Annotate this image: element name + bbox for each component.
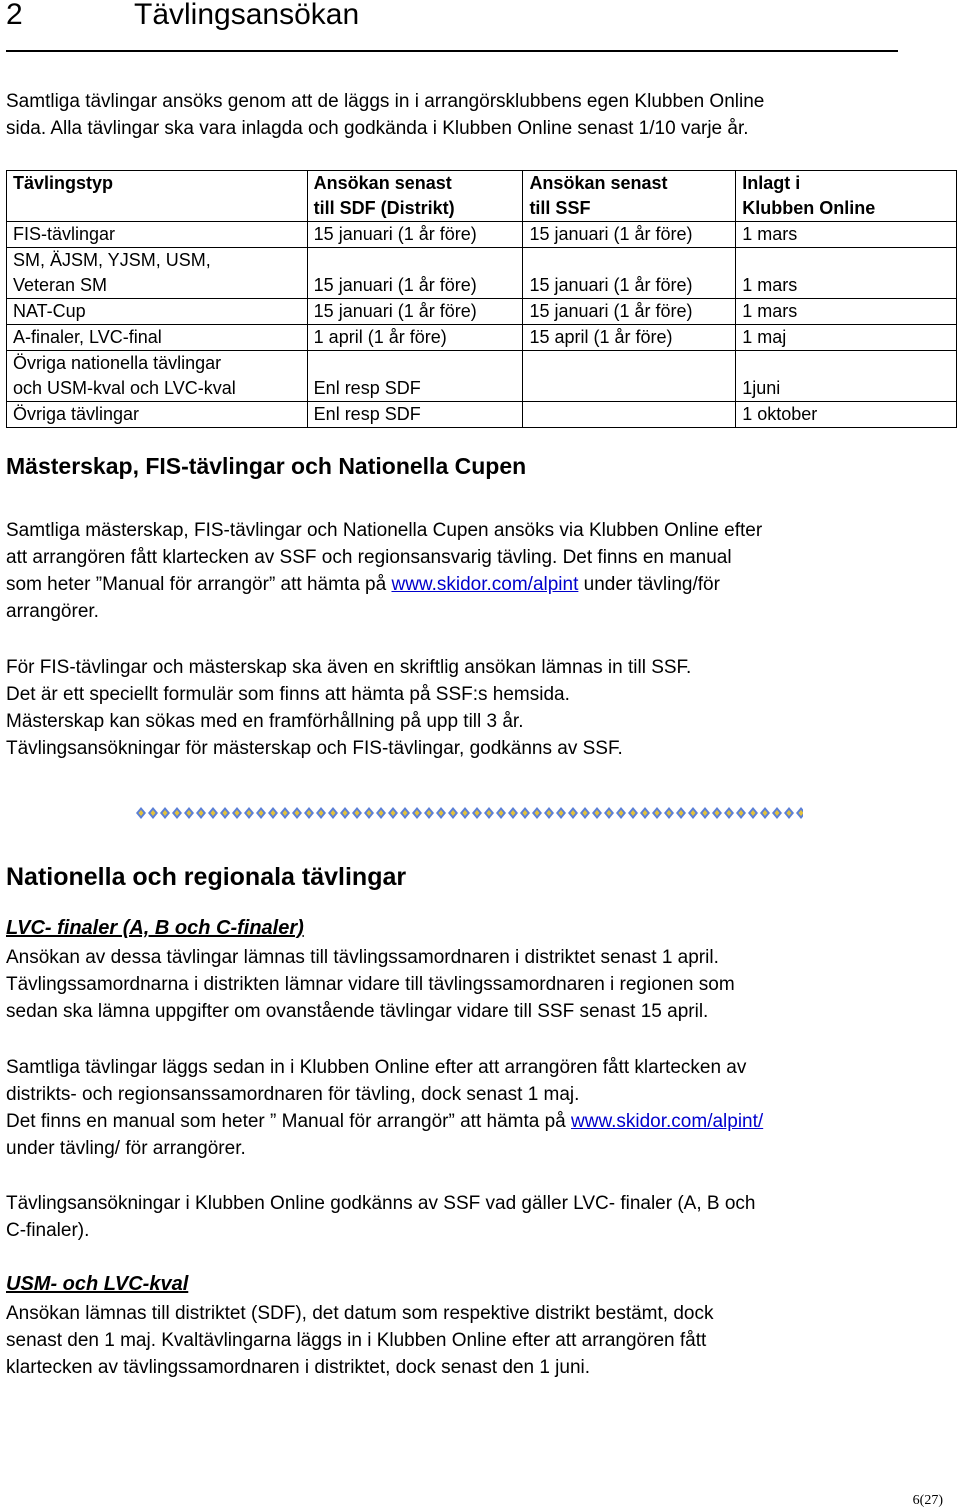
- intro-line: sida. Alla tävlingar ska vara inlagda och godkända i Klubben Online senast 1/10 varje år.: [6, 118, 749, 139]
- intro-paragraph: [6, 88, 764, 142]
- table-row: [7, 299, 957, 325]
- paragraph-line: Tävlingsansökningar för mästerskap och FIS-tävlingar, godkänns av SSF.: [6, 738, 623, 759]
- chapter-heading: [6, 0, 359, 32]
- subheading-usm-lvc-kval: USM- och LVC-kval: [6, 1273, 189, 1295]
- paragraph-line: Tävlingsansökningar i Klubben Online godkänns av SSF vad gäller LVC- finaler (A, B och: [6, 1193, 756, 1214]
- section-heading-national-regional: Nationella och regionala tävlingar: [6, 863, 407, 891]
- table-row: [7, 222, 957, 248]
- paragraph-line: För FIS-tävlingar och mästerskap ska även en skriftlig ansökan lämnas in till SSF.: [6, 657, 692, 678]
- paragraph-line: sedan ska lämna uppgifter om ovanstående tävlingar vidare till SSF senast 15 april.: [6, 1001, 709, 1022]
- cell-type: A-finaler, LVC-final: [7, 325, 308, 351]
- table-row: [7, 402, 957, 428]
- header-competition-type: Tävlingstyp: [7, 171, 308, 222]
- cell-sdf: 1 april (1 år före): [307, 325, 523, 351]
- paragraph-line: Ansökan av dessa tävlingar lämnas till tävlingssamordnaren i distriktet senast 1 april.: [6, 947, 719, 968]
- cell-sdf: 15 januari (1 år före): [307, 248, 523, 299]
- table-row: [7, 248, 957, 299]
- table-row: [7, 325, 957, 351]
- cell-type: Övriga nationella tävlingar och USM-kval och LVC-kval: [7, 351, 308, 402]
- chapter-title: Tävlingsansökan: [134, 0, 360, 31]
- paragraph-line: Det finns en manual som heter ” Manual för arrangör” att hämta på www.skidor.com/alpint/: [6, 1111, 764, 1132]
- decorative-divider: [135, 806, 803, 820]
- cell-type: FIS-tävlingar: [7, 222, 308, 248]
- paragraph-line: under tävling/ för arrangörer.: [6, 1138, 246, 1159]
- paragraph-line: klartecken av tävlingssamordnaren i distriktet, dock senast den 1 juni.: [6, 1357, 591, 1378]
- lvc-finals-paragraph: [6, 944, 735, 1025]
- paragraph-line: Mästerskap kan sökas med en framförhållning på upp till 3 år.: [6, 711, 524, 732]
- cell-online: 1 mars: [736, 248, 957, 299]
- paragraph-line: Ansökan lämnas till distriktet (SDF), det datum som respektive distrikt bestämt, dock: [6, 1303, 714, 1324]
- cell-ssf: 15 januari (1 år före): [523, 222, 736, 248]
- cell-sdf: 15 januari (1 år före): [307, 299, 523, 325]
- cell-online: 1 mars: [736, 299, 957, 325]
- skidor-link[interactable]: www.skidor.com/alpint: [391, 574, 579, 595]
- cell-type: Övriga tävlingar: [7, 402, 308, 428]
- paragraph-line: arrangörer.: [6, 601, 99, 622]
- paragraph-line: Tävlingssamordnarna i distrikten lämnar vidare till tävlingssamordnaren i regionen som: [6, 974, 735, 995]
- header-deadline-ssf: Ansökan senast till SSF: [523, 171, 736, 222]
- fis-application-paragraph: [6, 654, 691, 762]
- cell-type: NAT-Cup: [7, 299, 308, 325]
- cell-type: SM, ÄJSM, YJSM, USM, Veteran SM: [7, 248, 308, 299]
- cell-ssf: [523, 402, 736, 428]
- club-online-paragraph: [6, 1054, 763, 1162]
- header-deadline-sdf: Ansökan senast till SDF (Distrikt): [307, 171, 523, 222]
- table-row: [7, 351, 957, 402]
- paragraph-line: att arrangören fått klartecken av SSF och regionsansvarig tävling. Det finns en manual: [6, 547, 732, 568]
- approval-paragraph: [6, 1190, 756, 1244]
- paragraph-line: Samtliga tävlingar läggs sedan in i Klubben Online efter att arrangören fått klartecken av: [6, 1057, 747, 1078]
- intro-line: Samtliga tävlingar ansöks genom att de läggs in i arrangörsklubbens egen Klubben Online: [6, 91, 765, 112]
- cell-online: 1 oktober: [736, 402, 957, 428]
- cell-online: 1 maj: [736, 325, 957, 351]
- header-club-online: Inlagt i Klubben Online: [736, 171, 957, 222]
- cell-ssf: 15 april (1 år före): [523, 325, 736, 351]
- paragraph-line: C-finaler).: [6, 1220, 90, 1241]
- subheading-lvc-finals: LVC- finaler (A, B och C-finaler): [6, 917, 304, 939]
- skidor-link[interactable]: www.skidor.com/alpint/: [571, 1111, 764, 1132]
- table-header-row: [7, 171, 957, 222]
- cell-sdf: Enl resp SDF: [307, 402, 523, 428]
- heading-rule: [6, 50, 898, 52]
- usm-kval-paragraph: [6, 1300, 713, 1381]
- cell-online: 1juni: [736, 351, 957, 402]
- paragraph-line: senast den 1 maj. Kvaltävlingarna läggs in i Klubben Online efter att arrangören fått: [6, 1330, 707, 1351]
- paragraph-line: som heter ”Manual för arrangör” att hämta på www.skidor.com/alpint under tävling/för: [6, 574, 720, 595]
- cell-online: 1 mars: [736, 222, 957, 248]
- page-number: 6(27): [912, 1493, 943, 1508]
- chapter-number: 2: [6, 0, 23, 31]
- cell-sdf: 15 januari (1 år före): [307, 222, 523, 248]
- cell-ssf: 15 januari (1 år före): [523, 299, 736, 325]
- cell-ssf: 15 januari (1 år före): [523, 248, 736, 299]
- deadline-table: [6, 170, 957, 428]
- cell-ssf: [523, 351, 736, 402]
- cell-sdf: Enl resp SDF: [307, 351, 523, 402]
- paragraph-line: Det är ett speciellt formulär som finns att hämta på SSF:s hemsida.: [6, 684, 570, 705]
- championships-paragraph: [6, 517, 762, 625]
- section-heading-championships: Mästerskap, FIS-tävlingar och Nationella Cupen: [6, 453, 527, 479]
- paragraph-line: Samtliga mästerskap, FIS-tävlingar och Nationella Cupen ansöks via Klubben Online efter: [6, 520, 763, 541]
- paragraph-line: distrikts- och regionsanssamordnaren för tävling, dock senast 1 maj.: [6, 1084, 580, 1105]
